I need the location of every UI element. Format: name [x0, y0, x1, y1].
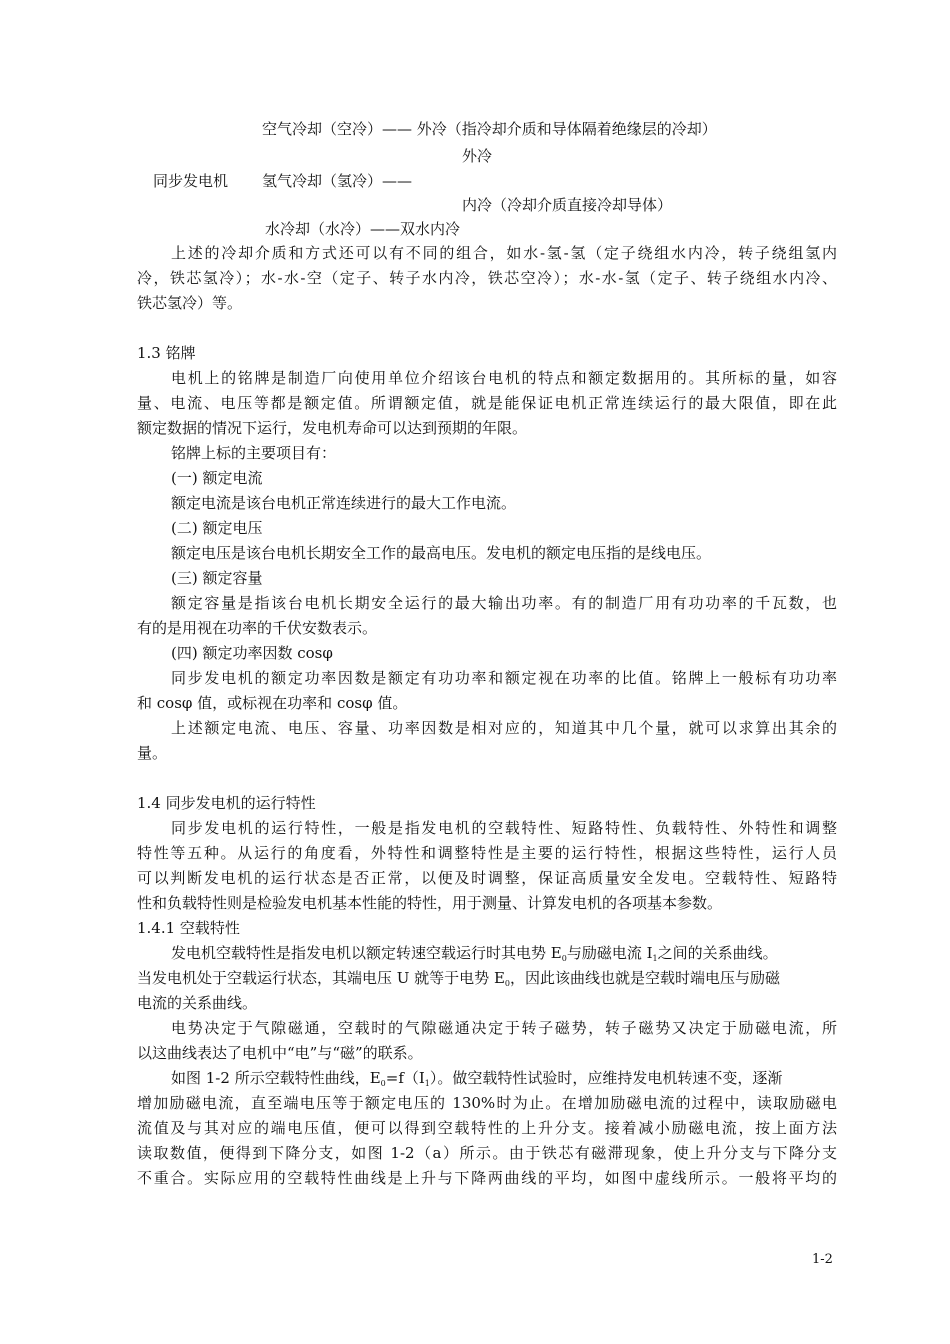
cooling-outer: 外冷 [462, 147, 493, 165]
cooling-generator-label: 同步发电机 [153, 172, 229, 190]
item-heading: (四) 额定功率因数 cosφ [171, 644, 333, 662]
paragraph-line: 有的是用视在功率的千伏安数表示。 [137, 619, 378, 637]
item-heading: (一) 额定电流 [171, 469, 263, 487]
page-number: 1-2 [812, 1252, 833, 1267]
item-heading: (三) 额定容量 [171, 569, 263, 587]
paragraph-line: 可以判断发电机的运行状态是否正常，以便及时调整，保证高质量安全发电。空载特性、短路特 [137, 869, 837, 887]
paragraph-line: 额定数据的情况下运行，发电机寿命可以达到预期的年限。 [137, 419, 528, 437]
section-heading: 1.4 同步发电机的运行特性 [137, 794, 316, 812]
cooling-inner: 内冷（冷却介质直接冷却导体） [462, 196, 673, 214]
paragraph-line: 铁芯氢冷）等。 [137, 294, 243, 312]
paragraph-line: 同步发电机的额定功率因数是额定有功功率和额定视在功率的比值。铭牌上一般标有功功率 [171, 669, 837, 687]
paragraph-line: 量。 [137, 744, 168, 762]
paragraph-line: 铭牌上标的主要项目有： [171, 444, 337, 462]
paragraph-line: 不重合。实际应用的空载特性曲线是上升与下降两曲线的平均，如图中虚线所示。一般将平均的 [137, 1169, 837, 1187]
paragraph-line: 额定电流是该台电机正常连续进行的最大工作电流。 [171, 494, 517, 512]
paragraph-line: 以这曲线表达了电机中“电”与“磁”的联系。 [137, 1044, 423, 1062]
paragraph-line: 如图 1-2 所示空载特性曲线，$E_0=f(I_1)$。做空载特性试验时，应维持发电机转速不变，逐渐 [171, 1069, 783, 1088]
paragraph-line: 电机上的铭牌是制造厂向使用单位介绍该台电机的特点和额定数据用的。其所标的量，如容 [171, 369, 837, 387]
item-heading: (二) 额定电压 [171, 519, 263, 537]
paragraph-line: 和 cosφ 值，或标视在功率和 cosφ 值。 [137, 694, 408, 712]
paragraph-line: 流值及与其对应的端电压值，便可以得到空载特性的上升分支。接着减小励磁电流，按上面方法 [137, 1119, 837, 1137]
cooling-hydrogen: 氢气冷却（氢冷）—— [262, 172, 413, 190]
paragraph-line: 量、电流、电压等都是额定值。所谓额定值，就是能保证电机正常连续运行的最大限值，即在此 [137, 394, 837, 412]
paragraph-line: 冷，铁芯氢冷）；水-水-空（定子、转子水内冷，铁芯空冷）；水-水-氢（定子、转子绕组水内冷、 [137, 269, 837, 287]
paragraph-line: 特性等五种。从运行的角度看，外特性和调整特性是主要的运行特性，根据这些特性，运行人员 [137, 844, 837, 862]
paragraph-line: 同步发电机的运行特性，一般是指发电机的空载特性、短路特性、负载特性、外特性和调整 [171, 819, 837, 837]
paragraph-line: 上述额定电流、电压、容量、功率因数是相对应的，知道其中几个量，就可以求算出其余的 [171, 719, 837, 737]
paragraph-line: 读取数值，便得到下降分支，如图 1-2（a）所示。由于铁芯有磁滞现象，使上升分支与下降分支 [137, 1144, 837, 1162]
cooling-water: 水冷却（水冷）——双水内冷 [265, 220, 461, 238]
paragraph-line: 电势决定于气隙磁通，空载时的气隙磁通决定于转子磁势，转子磁势又决定于励磁电流，所 [171, 1019, 837, 1037]
paragraph-line: 电流的关系曲线。 [137, 994, 258, 1012]
paragraph-line: 发电机空载特性是指发电机以额定转速空载运行时其电势 $E_0$与励磁电流 $I_1$之间的关系曲线。 [171, 944, 778, 963]
cooling-air: 空气冷却（空冷）—— 外冷（指冷却介质和导体隔着绝缘层的冷却） [262, 120, 717, 138]
subsection-heading: 1.4.1 空载特性 [137, 919, 240, 937]
paragraph-line: 额定容量是指该台电机长期安全运行的最大输出功率。有的制造厂用有功功率的千瓦数，也 [171, 594, 837, 612]
section-heading: 1.3 铭牌 [137, 344, 196, 362]
paragraph-line: 上述的冷却介质和方式还可以有不同的组合，如水-氢-氢（定子绕组水内冷，转子绕组氢内 [171, 244, 837, 262]
paragraph-line: 当发电机处于空载运行状态，其端电压 U 就等于电势 $E_0$，因此该曲线也就是空载时端电压与励磁 [137, 969, 781, 988]
paragraph-line: 增加励磁电流，直至端电压等于额定电压的 130%时为止。在增加励磁电流的过程中，读取励磁电 [137, 1094, 837, 1112]
paragraph-line: 性和负载特性则是检验发电机基本性能的特性，用于测量、计算发电机的各项基本参数。 [137, 894, 723, 912]
paragraph-line: 额定电压是该台电机长期安全工作的最高电压。发电机的额定电压指的是线电压。 [171, 544, 712, 562]
